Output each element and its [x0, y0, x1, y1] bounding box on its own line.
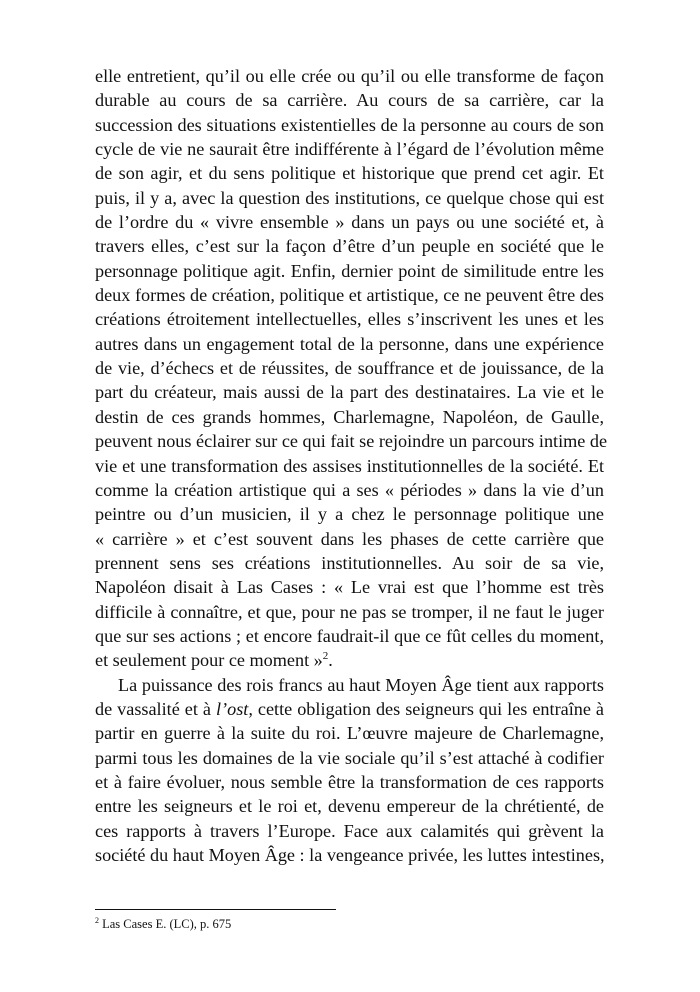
text-line-last — [95, 648, 604, 672]
text-line: deux formes de création, politique et artistique, ce ne peuvent être des — [95, 285, 604, 306]
text-line: vie et une transformation des assises institutionnelles de la société. Et — [95, 455, 604, 476]
text-fragment: . — [328, 650, 333, 671]
text-line — [95, 697, 604, 721]
paragraph-1 — [95, 64, 608, 673]
text-line: ces rapports à travers l’Europe. Face aux calamités qui grèvent la — [95, 820, 604, 841]
footnote — [95, 916, 231, 932]
text-line: parmi tous les domaines de la vie sociale qu’il s’est attaché à codifier — [95, 747, 604, 768]
text-line: part du créateur, mais aussi de la part des destinataires. La vie et le — [95, 382, 604, 403]
text-line: elle entretient, qu’il ou elle crée ou qu’il ou elle transforme de façon — [95, 66, 604, 86]
text-line: société du haut Moyen Âge : la vengeance privée, les luttes intestines, — [95, 845, 605, 865]
text-line: peintre ou d’un musicien, il y a chez le personnage politique une — [95, 504, 604, 525]
text-line: entre les seigneurs et le roi et, devenu empereur de la chrétienté, de — [95, 796, 604, 817]
text-line: autres dans un engagement total de la personne, dans une expérience — [95, 333, 604, 354]
text-fragment: cette obligation des seigneurs qui les entraîne à — [252, 698, 604, 719]
text-line: partir en guerre à la suite du roi. L’œuvre majeure de Charlemagne, — [95, 723, 604, 744]
text-line: que sur ses actions ; et encore faudrait-il que ce fût celles du moment, — [95, 625, 604, 646]
footnote-text: Las Cases E. (LC), p. 675 — [99, 917, 232, 931]
text-line: prennent sens ses créations institutionnelles. Au soir de sa vie, — [95, 552, 604, 573]
text-fragment: de vassalité et à — [95, 698, 216, 719]
text-line: puis, il y a, avec la question des institutions, ce quelque chose qui est — [95, 187, 604, 208]
text-line: destin de ces grands hommes, Charlemagne, Napoléon, de Gaulle, — [95, 406, 604, 427]
text-line: de vie, d’échecs et de réussites, de souffrance et de jouissance, de la — [95, 358, 604, 379]
paragraph-2 — [95, 673, 604, 868]
text-line: « carrière » et c’est souvent dans les phases de cette carrière que — [95, 528, 604, 549]
text-line: Napoléon disait à Las Cases : « Le vrai est que l’homme est très — [95, 577, 604, 598]
text-line: cycle de vie ne saurait être indifférente à l’égard de l’évolution même — [95, 139, 604, 160]
page-body — [95, 64, 608, 867]
footnote-divider — [95, 909, 336, 910]
text-line: de l’ordre du « vivre ensemble » dans un pays ou une société et, à — [95, 212, 604, 233]
text-fragment: et seulement pour ce moment » — [95, 650, 323, 671]
text-line: durable au cours de sa carrière. Au cours de sa carrière, car la — [95, 90, 604, 111]
text-line: succession des situations existentielles de la personne au cours de son — [95, 114, 604, 135]
text-line: créations étroitement intellectuelles, elles s’inscrivent les unes et les — [95, 309, 604, 330]
italic-term: l’ost, — [216, 698, 253, 719]
text-line: et à faire évoluer, nous semble être la transformation de ces rapports — [95, 771, 604, 792]
text-line: de son agir, et du sens politique et historique que prend cet agir. Et — [95, 163, 604, 184]
text-line: peuvent nous éclairer sur ce qui fait se rejoindre un parcours intime de — [95, 431, 608, 452]
text-line: comme la création artistique qui a ses « périodes » dans la vie d’un — [95, 479, 604, 500]
footnote-number: 2 — [95, 916, 99, 925]
text-line: personnage politique agit. Enfin, dernier point de similitude entre les — [95, 260, 604, 281]
text-line: travers elles, c’est sur la façon d’être d’un peuple en société que le — [95, 236, 604, 257]
footnote-reference[interactable]: 2 — [322, 650, 329, 663]
text-line: difficile à connaître, et que, pour ne pas se tromper, il ne faut le juger — [95, 601, 604, 622]
text-line-first: La puissance des rois francs au haut Moyen Âge tient aux rapports — [118, 674, 604, 695]
